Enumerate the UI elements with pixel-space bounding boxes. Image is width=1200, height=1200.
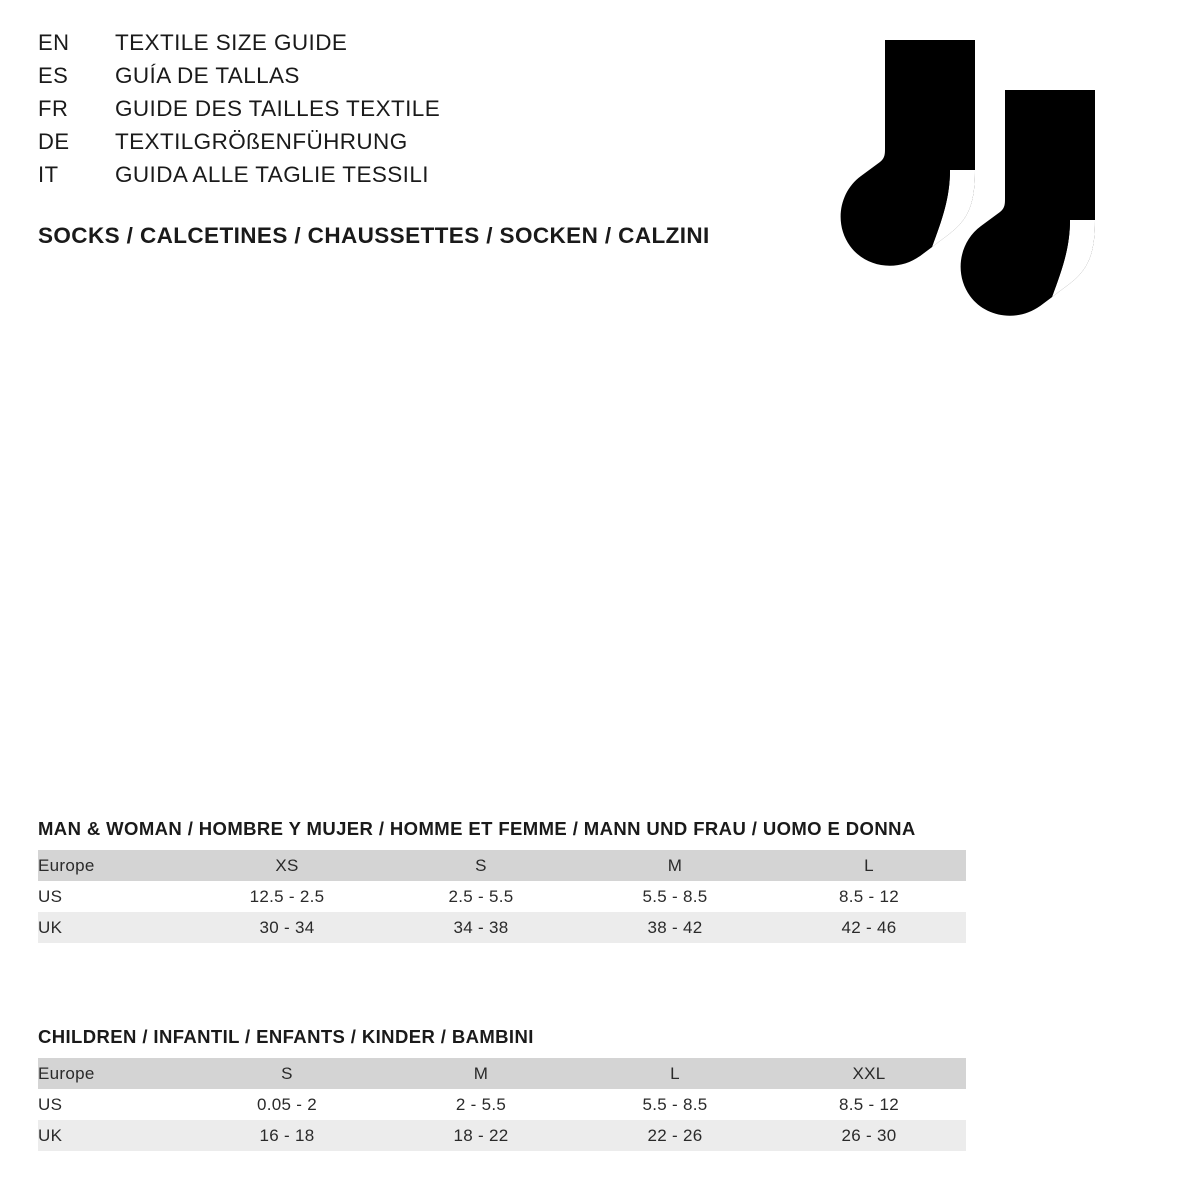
language-row-de xyxy=(38,129,798,162)
table-row xyxy=(38,1058,966,1089)
size-table-man-woman xyxy=(38,850,966,943)
cell-europe-1: XS xyxy=(190,850,384,881)
row-label-us: US xyxy=(38,881,190,912)
cell-us-4: 8.5 - 12 xyxy=(772,1089,966,1120)
language-text-de: TEXTILGRÖßENFÜHRUNG xyxy=(115,129,408,154)
table-row xyxy=(38,1089,966,1120)
language-row-it xyxy=(38,162,798,195)
row-label-europe: Europe xyxy=(38,1058,190,1089)
table-section-man-woman xyxy=(38,818,966,943)
cell-us-3: 5.5 - 8.5 xyxy=(578,881,772,912)
row-label-uk: UK xyxy=(38,912,190,943)
cell-uk-2: 18 - 22 xyxy=(384,1120,578,1151)
table-row xyxy=(38,881,966,912)
language-row-fr xyxy=(38,96,798,129)
row-label-us: US xyxy=(38,1089,190,1120)
cell-uk-4: 42 - 46 xyxy=(772,912,966,943)
cell-uk-2: 34 - 38 xyxy=(384,912,578,943)
table-row xyxy=(38,912,966,943)
cell-europe-1: S xyxy=(190,1058,384,1089)
table-section-children xyxy=(38,1026,966,1151)
language-list xyxy=(38,30,798,195)
size-table-children xyxy=(38,1058,966,1151)
table-row xyxy=(38,850,966,881)
cell-europe-4: XXL xyxy=(772,1058,966,1089)
cell-europe-2: M xyxy=(384,1058,578,1089)
language-row-en xyxy=(38,30,798,63)
language-code-en: EN xyxy=(38,30,70,55)
table-title-man-woman: MAN & WOMAN / HOMBRE Y MUJER / HOMME ET FEMME / MANN UND FRAU / UOMO E DONNA xyxy=(38,818,916,839)
language-code-fr: FR xyxy=(38,96,69,121)
product-category-title: SOCKS / CALCETINES / CHAUSSETTES / SOCKEN / CALZINI xyxy=(38,223,710,248)
cell-us-1: 0.05 - 2 xyxy=(190,1089,384,1120)
language-text-fr: GUIDE DES TAILLES TEXTILE xyxy=(115,96,441,121)
cell-us-3: 5.5 - 8.5 xyxy=(578,1089,772,1120)
cell-us-2: 2.5 - 5.5 xyxy=(384,881,578,912)
socks-icon xyxy=(800,20,1160,380)
table-title-children: CHILDREN / INFANTIL / ENFANTS / KINDER / BAMBINI xyxy=(38,1026,534,1047)
cell-europe-4: L xyxy=(772,850,966,881)
row-label-europe: Europe xyxy=(38,850,190,881)
cell-uk-3: 22 - 26 xyxy=(578,1120,772,1151)
cell-us-2: 2 - 5.5 xyxy=(384,1089,578,1120)
cell-us-4: 8.5 - 12 xyxy=(772,881,966,912)
language-text-en: TEXTILE SIZE GUIDE xyxy=(115,30,348,55)
language-code-de: DE xyxy=(38,129,70,154)
language-code-es: ES xyxy=(38,63,69,88)
language-row-es xyxy=(38,63,798,96)
cell-europe-3: M xyxy=(578,850,772,881)
language-code-it: IT xyxy=(38,162,59,187)
table-row xyxy=(38,1120,966,1151)
cell-uk-3: 38 - 42 xyxy=(578,912,772,943)
cell-europe-3: L xyxy=(578,1058,772,1089)
cell-uk-1: 30 - 34 xyxy=(190,912,384,943)
row-label-uk: UK xyxy=(38,1120,190,1151)
cell-us-1: 12.5 - 2.5 xyxy=(190,881,384,912)
cell-uk-4: 26 - 30 xyxy=(772,1120,966,1151)
cell-europe-2: S xyxy=(384,850,578,881)
cell-uk-1: 16 - 18 xyxy=(190,1120,384,1151)
language-text-es: GUÍA DE TALLAS xyxy=(115,63,300,88)
language-text-it: GUIDA ALLE TAGLIE TESSILI xyxy=(115,162,429,187)
